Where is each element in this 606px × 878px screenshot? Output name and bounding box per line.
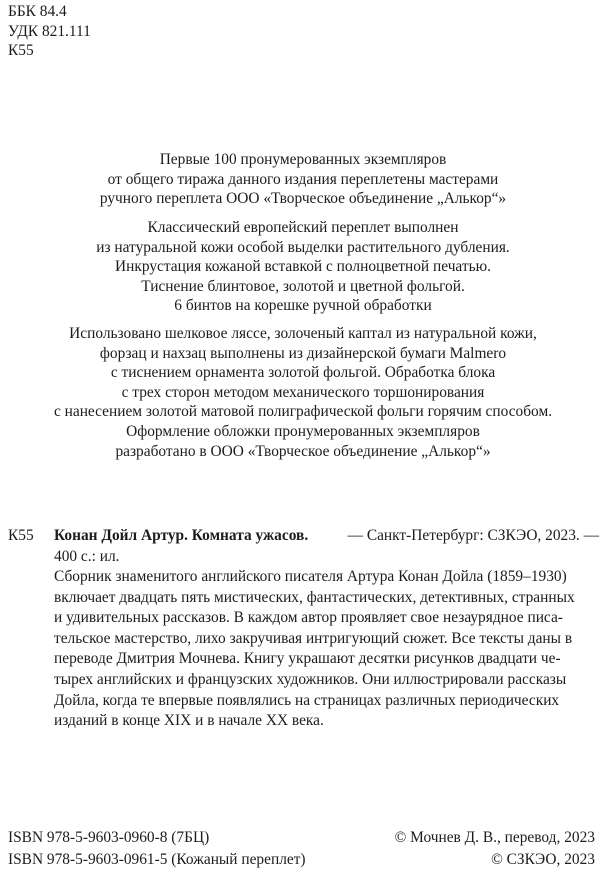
text-line: Инкрустация кожаной вставкой с полноцветной печатью. [115, 258, 491, 276]
annotation-line: и удивительных рассказов. В каждом автор проявляет свое незаурядное писа- [54, 609, 563, 627]
text-line: Тиснение блинтовое, золотой и цветной фольгой. [141, 277, 465, 295]
text-line: Первые 100 пронумерованных экземпляров [159, 151, 447, 168]
text-line: 6 бинтов на корешке ручной обработки [174, 297, 432, 315]
text-line: с нанесением золотой матовой полиграфической фольги горячим способом. [53, 403, 553, 421]
annotation-line: тырех английских и французских художников. Они иллюстрировали рассказы [54, 670, 567, 688]
text-line: от общего тиража данного издания переплетены мастерами [107, 170, 499, 188]
bbk-code: ББК 84.4 [8, 3, 67, 20]
text-line: разработано в ООО «Творческое объединение „Алькор“» [115, 442, 491, 460]
annotation-line: Сборник знаменитого английского писателя Артура Конан Дойла (1859–1930) [54, 568, 567, 585]
catalog-code: К55 [8, 527, 34, 544]
copyright-line: © Мочнев Д. В., перевод, 2023 [394, 829, 595, 846]
annotation-line: переводе Дмитрия Мочнева. Книгу украшают десятки рисунков двадцати че- [54, 650, 561, 668]
catalog-body [54, 526, 599, 567]
edition-note-paragraph-3 [0, 324, 606, 461]
text-line: Оформление обложки пронумерованных экземпляров [126, 422, 480, 440]
isbn-line: ISBN 978-5-9603-0960-8 (7БЦ) [8, 829, 210, 846]
page-count-line [54, 547, 599, 568]
isbn-line: ISBN 978-5-9603-0961-5 (Кожаный переплет) [8, 851, 306, 868]
text-line: с тиснением орнамента золотой фольгой. Обработка блока [110, 364, 496, 382]
imprint-text: — Санкт-Петербург: СЗКЭО, 2023. — [347, 527, 599, 544]
author-mark: К55 [8, 42, 34, 59]
edition-note-paragraph-1 [0, 150, 606, 209]
text-line: из натуральной кожи особой выделки растительного дубления. [96, 238, 510, 256]
edition-note-paragraph-2 [0, 218, 606, 316]
text-line: Классический европейский переплет выполнен [147, 219, 459, 236]
text-line: форзац и нахзац выполнены из дизайнерской бумаги Malmero [99, 344, 507, 362]
annotation-line: Дойла, когда те впервые появлялись на страницах различных периодических [54, 691, 560, 709]
udk-code: УДК 821.111 [8, 22, 91, 40]
annotation-line: изданий в конце XIX и в начале XX века. [54, 712, 324, 730]
text-line: Использовано шелковое ляссе, золоченый каптал из натуральной кожи, [69, 325, 537, 342]
annotation-line: включает двадцать пять мистических, фантастических, детективных, странных [54, 588, 575, 606]
text-line: с трех сторон методом механического торшонирования [121, 383, 485, 401]
copyright-line: © СЗКЭО, 2023 [491, 851, 595, 868]
annotation-line: тельское мастерство, лихо закручивая интригующий сюжет. Все тексты даны в [54, 629, 573, 647]
annotation [54, 567, 599, 732]
text-line: ручного переплета ООО «Творческое объединение „Алькор“» [99, 190, 507, 208]
catalog-title-line [54, 526, 599, 547]
classification-codes [8, 2, 91, 61]
isbn-block [8, 827, 306, 871]
page-count: 400 с.: ил. [54, 547, 120, 565]
copyright-block [395, 827, 595, 871]
book-title: Конан Дойл Артур. Комната ужасов. [54, 527, 309, 544]
